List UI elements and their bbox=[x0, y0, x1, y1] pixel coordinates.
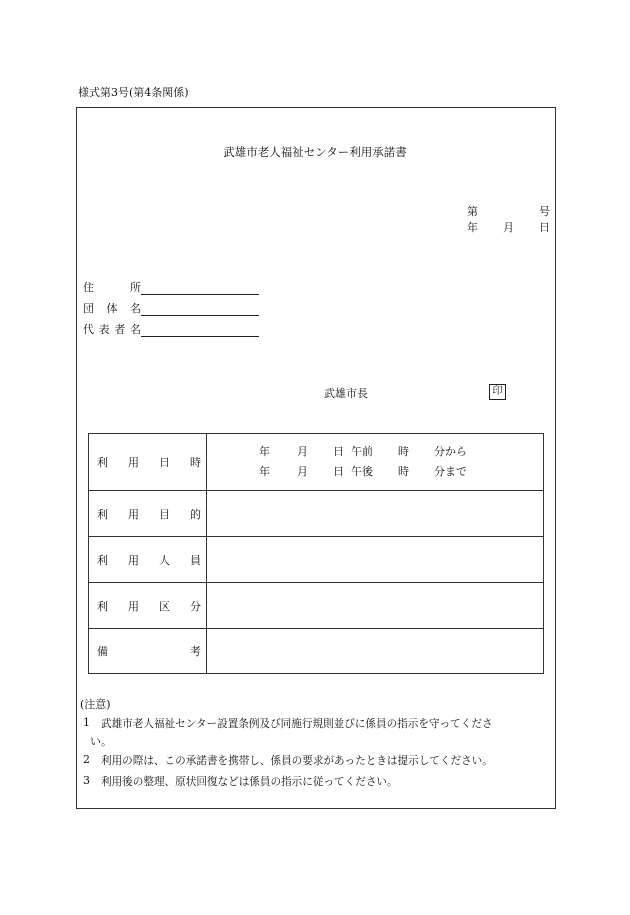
table-row bbox=[89, 491, 544, 537]
table-row bbox=[89, 583, 544, 629]
representative-field[interactable] bbox=[83, 323, 259, 337]
table-row bbox=[89, 434, 544, 491]
note-2-text: 利用の際は、この承諾書を携帯し、係員の要求があったときは提示してください。 bbox=[101, 755, 493, 767]
row-label-category: 利 用 区 分 bbox=[89, 583, 207, 629]
issue-date bbox=[467, 219, 550, 235]
issue-number bbox=[467, 203, 550, 219]
datetime-to-line: 年 月 日 午後 時 分まで bbox=[259, 465, 467, 478]
notes-heading: (注意) bbox=[80, 698, 111, 711]
note-3-text: 利用後の整理、原状回復などは係員の指示に従ってください。 bbox=[101, 776, 398, 788]
document-title: 武雄市老人福祉センター利用承諾書 bbox=[223, 145, 407, 159]
category-cell[interactable] bbox=[207, 583, 544, 629]
group-name-label: 団 体 名 bbox=[83, 302, 141, 315]
datetime-from-line: 年 月 日 午前 時 分から bbox=[259, 445, 467, 458]
mayor-title: 武雄市長 bbox=[324, 387, 368, 400]
row-label-remarks: 備 考 bbox=[89, 629, 207, 674]
note-3-number: 3 bbox=[83, 774, 90, 787]
issue-number-prefix: 第 bbox=[467, 205, 478, 218]
note-2-number: 2 bbox=[83, 753, 90, 766]
issue-month: 月 bbox=[503, 221, 514, 234]
remarks-cell[interactable] bbox=[207, 629, 544, 674]
usage-table bbox=[88, 433, 544, 674]
address-field[interactable] bbox=[83, 281, 259, 295]
note-1-continuation: い。 bbox=[90, 735, 112, 748]
address-underline[interactable] bbox=[141, 282, 259, 295]
note-1-text: 武雄市老人福祉センター設置条例及び同施行規則並びに係員の指示を守ってくださ bbox=[101, 718, 493, 730]
table-row bbox=[89, 537, 544, 583]
row-label-datetime: 利 用 日 時 bbox=[89, 434, 207, 491]
table-row bbox=[89, 629, 544, 674]
purpose-cell[interactable] bbox=[207, 491, 544, 537]
note-1-number: 1 bbox=[83, 716, 90, 729]
address-label: 住 所 bbox=[83, 281, 141, 294]
representative-underline[interactable] bbox=[141, 324, 259, 337]
seal-box: 印 bbox=[489, 384, 506, 400]
datetime-cell[interactable] bbox=[207, 434, 544, 491]
issue-year: 年 bbox=[467, 221, 478, 234]
row-label-purpose: 利 用 目 的 bbox=[89, 491, 207, 537]
issue-number-suffix: 号 bbox=[539, 205, 550, 218]
headcount-cell[interactable] bbox=[207, 537, 544, 583]
form-number: 様式第3号(第4条関係) bbox=[78, 86, 189, 99]
issue-day: 日 bbox=[539, 221, 550, 234]
row-label-headcount: 利 用 人 員 bbox=[89, 537, 207, 583]
group-name-field[interactable] bbox=[83, 302, 259, 316]
group-name-underline[interactable] bbox=[141, 303, 259, 316]
representative-label: 代 表 者 名 bbox=[83, 323, 141, 336]
